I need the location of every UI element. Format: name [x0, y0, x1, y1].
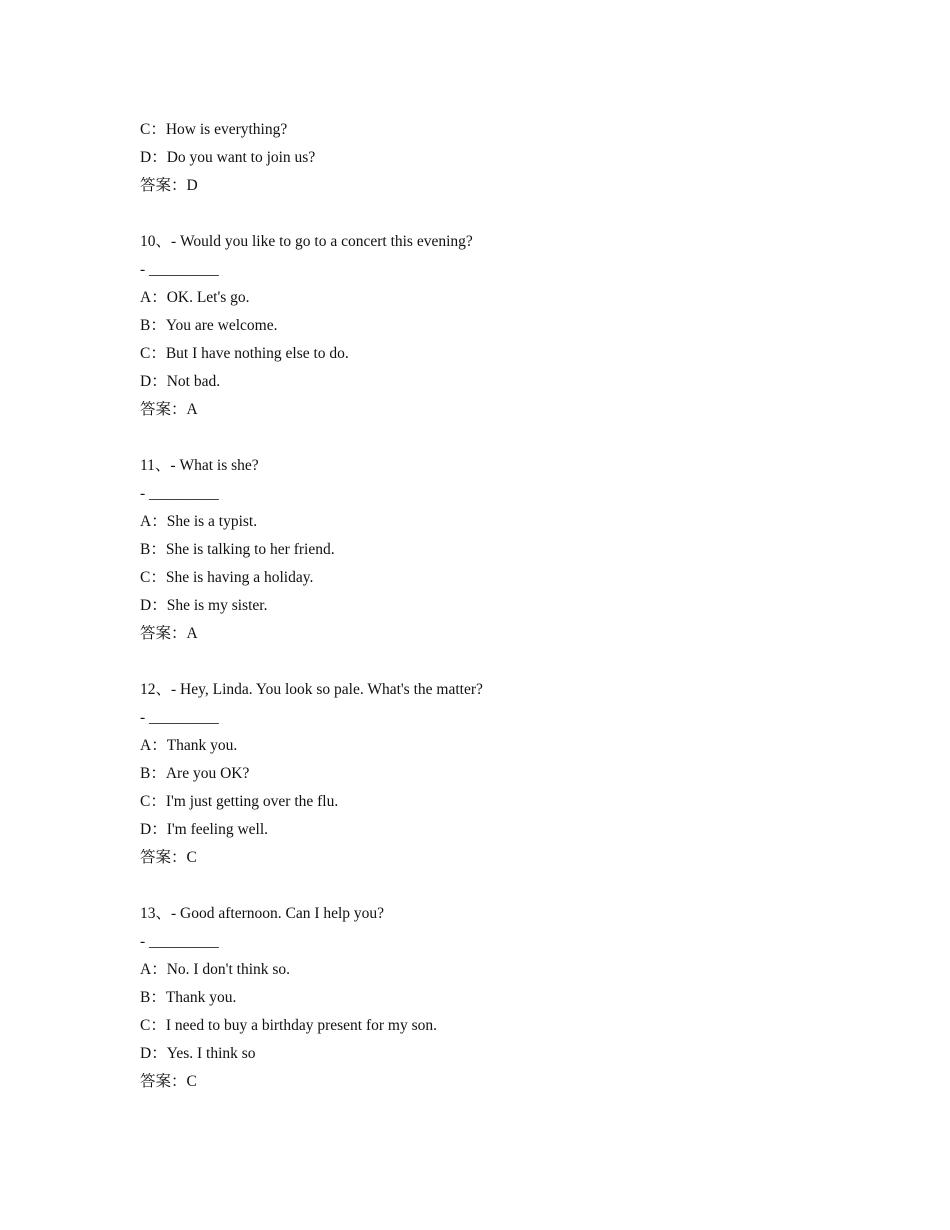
option-c: C：I need to buy a birthday present for my son.: [140, 1017, 438, 1034]
question-10: [140, 228, 820, 424]
option-b: B：She is talking to her friend.: [140, 541, 335, 558]
question-stem: 10、- Would you like to go to a concert this evening?: [140, 233, 473, 250]
answer-blank: - _________: [140, 261, 219, 278]
answer: 答案：C: [140, 1073, 197, 1090]
option-b: B：Thank you.: [140, 989, 237, 1006]
spacer: [140, 200, 820, 228]
answer: 答案：D: [140, 177, 198, 194]
question-9-tail: [140, 116, 820, 200]
option-c: C：But I have nothing else to do.: [140, 345, 349, 362]
question-stem: 13、- Good afternoon. Can I help you?: [140, 905, 385, 922]
answer-blank: - _________: [140, 485, 219, 502]
option-d: D：She is my sister.: [140, 597, 268, 614]
option-d: D：Yes. I think so: [140, 1045, 256, 1062]
answer: 答案：C: [140, 849, 197, 866]
option-d: D：I'm feeling well.: [140, 821, 269, 838]
question-stem: 11、- What is she?: [140, 457, 259, 474]
spacer: [140, 872, 820, 900]
option-a: A：Thank you.: [140, 737, 238, 754]
document-page: [140, 116, 820, 1096]
question-12: [140, 676, 820, 872]
answer-blank: - _________: [140, 933, 219, 950]
option-a: A：She is a typist.: [140, 513, 258, 530]
question-13: [140, 900, 820, 1096]
option-d: D：Not bad.: [140, 373, 221, 390]
answer: 答案：A: [140, 625, 198, 642]
option-c: C：She is having a holiday.: [140, 569, 314, 586]
option-b: B：Are you OK?: [140, 765, 250, 782]
answer: 答案：A: [140, 401, 198, 418]
option-c: C：How is everything?: [140, 121, 288, 138]
option-a: A：OK. Let's go.: [140, 289, 250, 306]
spacer: [140, 424, 820, 452]
option-b: B：You are welcome.: [140, 317, 278, 334]
answer-blank: - _________: [140, 709, 219, 726]
option-c: C：I'm just getting over the flu.: [140, 793, 339, 810]
question-stem: 12、- Hey, Linda. You look so pale. What's the matter?: [140, 681, 483, 698]
option-d: D：Do you want to join us?: [140, 149, 316, 166]
option-a: A：No. I don't think so.: [140, 961, 291, 978]
spacer: [140, 648, 820, 676]
question-11: [140, 452, 820, 648]
